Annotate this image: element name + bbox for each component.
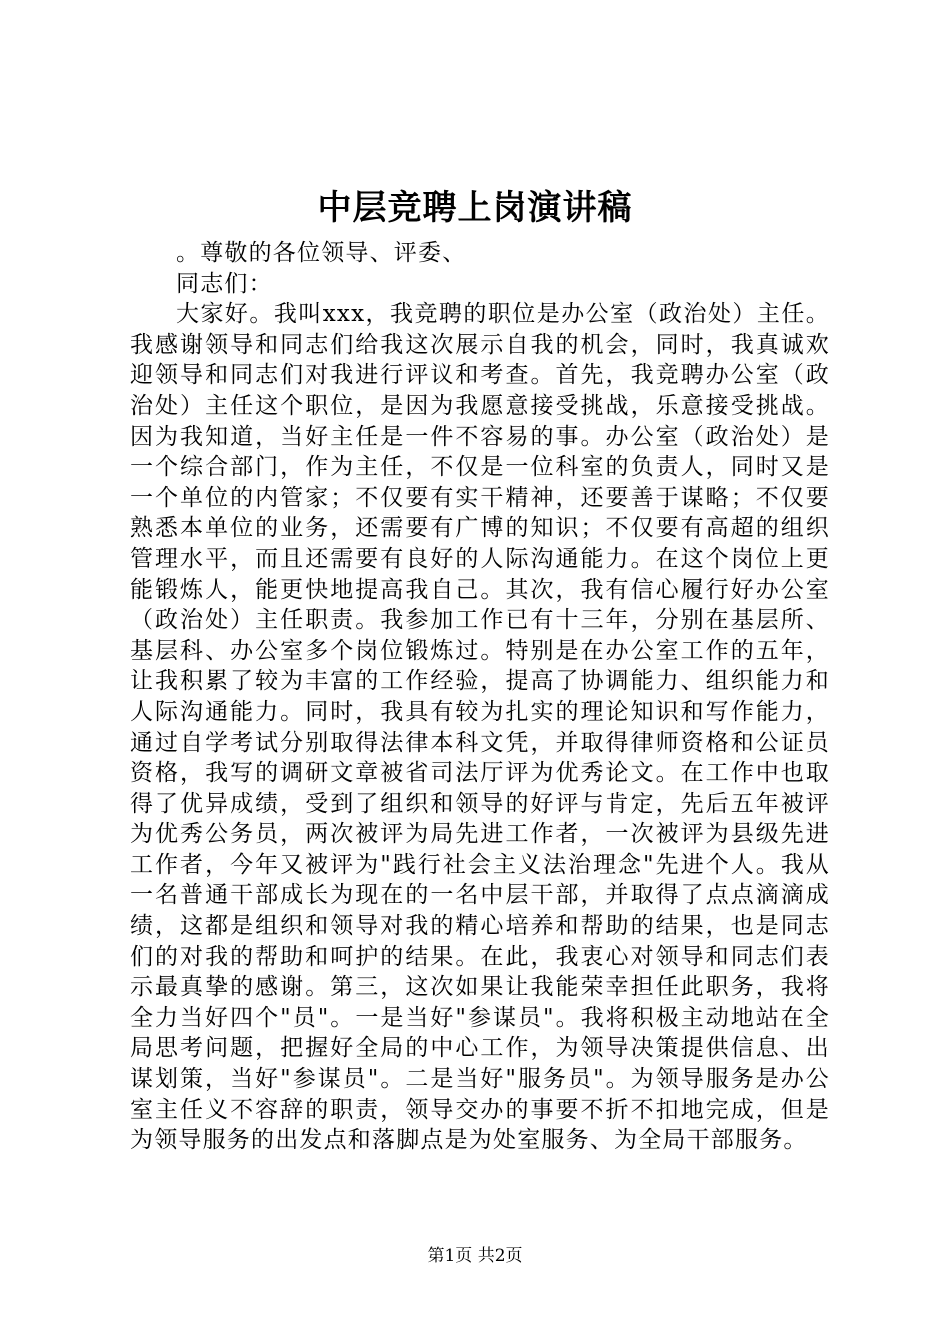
body-paragraph: 大家好。我叫xxx，我竞聘的职位是办公室（政治处）主任。我感谢领导和同志们给我这次展示自我的机会，同时，我真诚欢迎领导和同志们对我进行评议和考查。首先，我竞聘办公室（政治处）主任这个职位，是因为我愿意接受挑战，乐意接受挑战。因为我知道，当好主任是一件不容易的事。办公室（政治处）是一个综合部门，作为主任，不仅是一位科室的负责人，同时又是一个单位的内管家；不仅要有实干精神，还要善于谋略；不仅要熟悉本单位的业务，还需要有广博的知识；不仅要有高超的组织管理水平，而且还需要有良好的人际沟通能力。在这个岗位上更能锻炼人，能更快地提高我自己。其次，我有信心履行好办公室（政治处）主任职责。我参加工作已有十三年，分别在基层所、基层科、办公室多个岗位锻炼过。特别是在办公室工作的五年，让我积累了较为丰富的工作经验，提高了协调能力、组织能力和人际沟通能力。同时，我具有较为扎实的理论知识和写作能力，通过自学考试分别取得法律本科文凭，并取得律师资格和公证员资格，我写的调研文章被省司法厅评为优秀论文。在工作中也取得了优异成绩，受到了组织和领导的好评与肯定，先后五年被评为优秀公务员，两次被评为局先进工作者，一次被评为县级先进工作者，今年又被评为"践行社会主义法治理念"先进个人。我从一名普通干部成长为现在的一名中层干部，并取得了点点滴滴成绩，这都是组织和领导对我的精心培养和帮助的结果，也是同志们的对我的帮助和呵护的结果。在此，我衷心对领导和同志们表示最真挚的感谢。第三，这次如果让我能荣幸担任此职务，我将全力当好四个"员"。一是当好"参谋员"。我将积极主动地站在全局思考问题，把握好全局的中心工作，为领导决策提供信息、出谋划策，当好"参谋员"。二是当好"服务员"。为领导服务是办公室主任义不容辞的职责，领导交办的事要不折不扣地完成，但是为领导服务的出发点和落脚点是为处室服务、为全局干部服务。 <box>130 301 830 1154</box>
page-footer: 第1页 共2页 <box>427 1246 523 1266</box>
document-body <box>130 238 830 1156</box>
document-title: 中层竞聘上岗演讲稿 <box>317 188 633 228</box>
greeting-line: 同志们： <box>176 270 273 297</box>
greeting-line: 。尊敬的各位领导、评委、 <box>176 240 467 266</box>
